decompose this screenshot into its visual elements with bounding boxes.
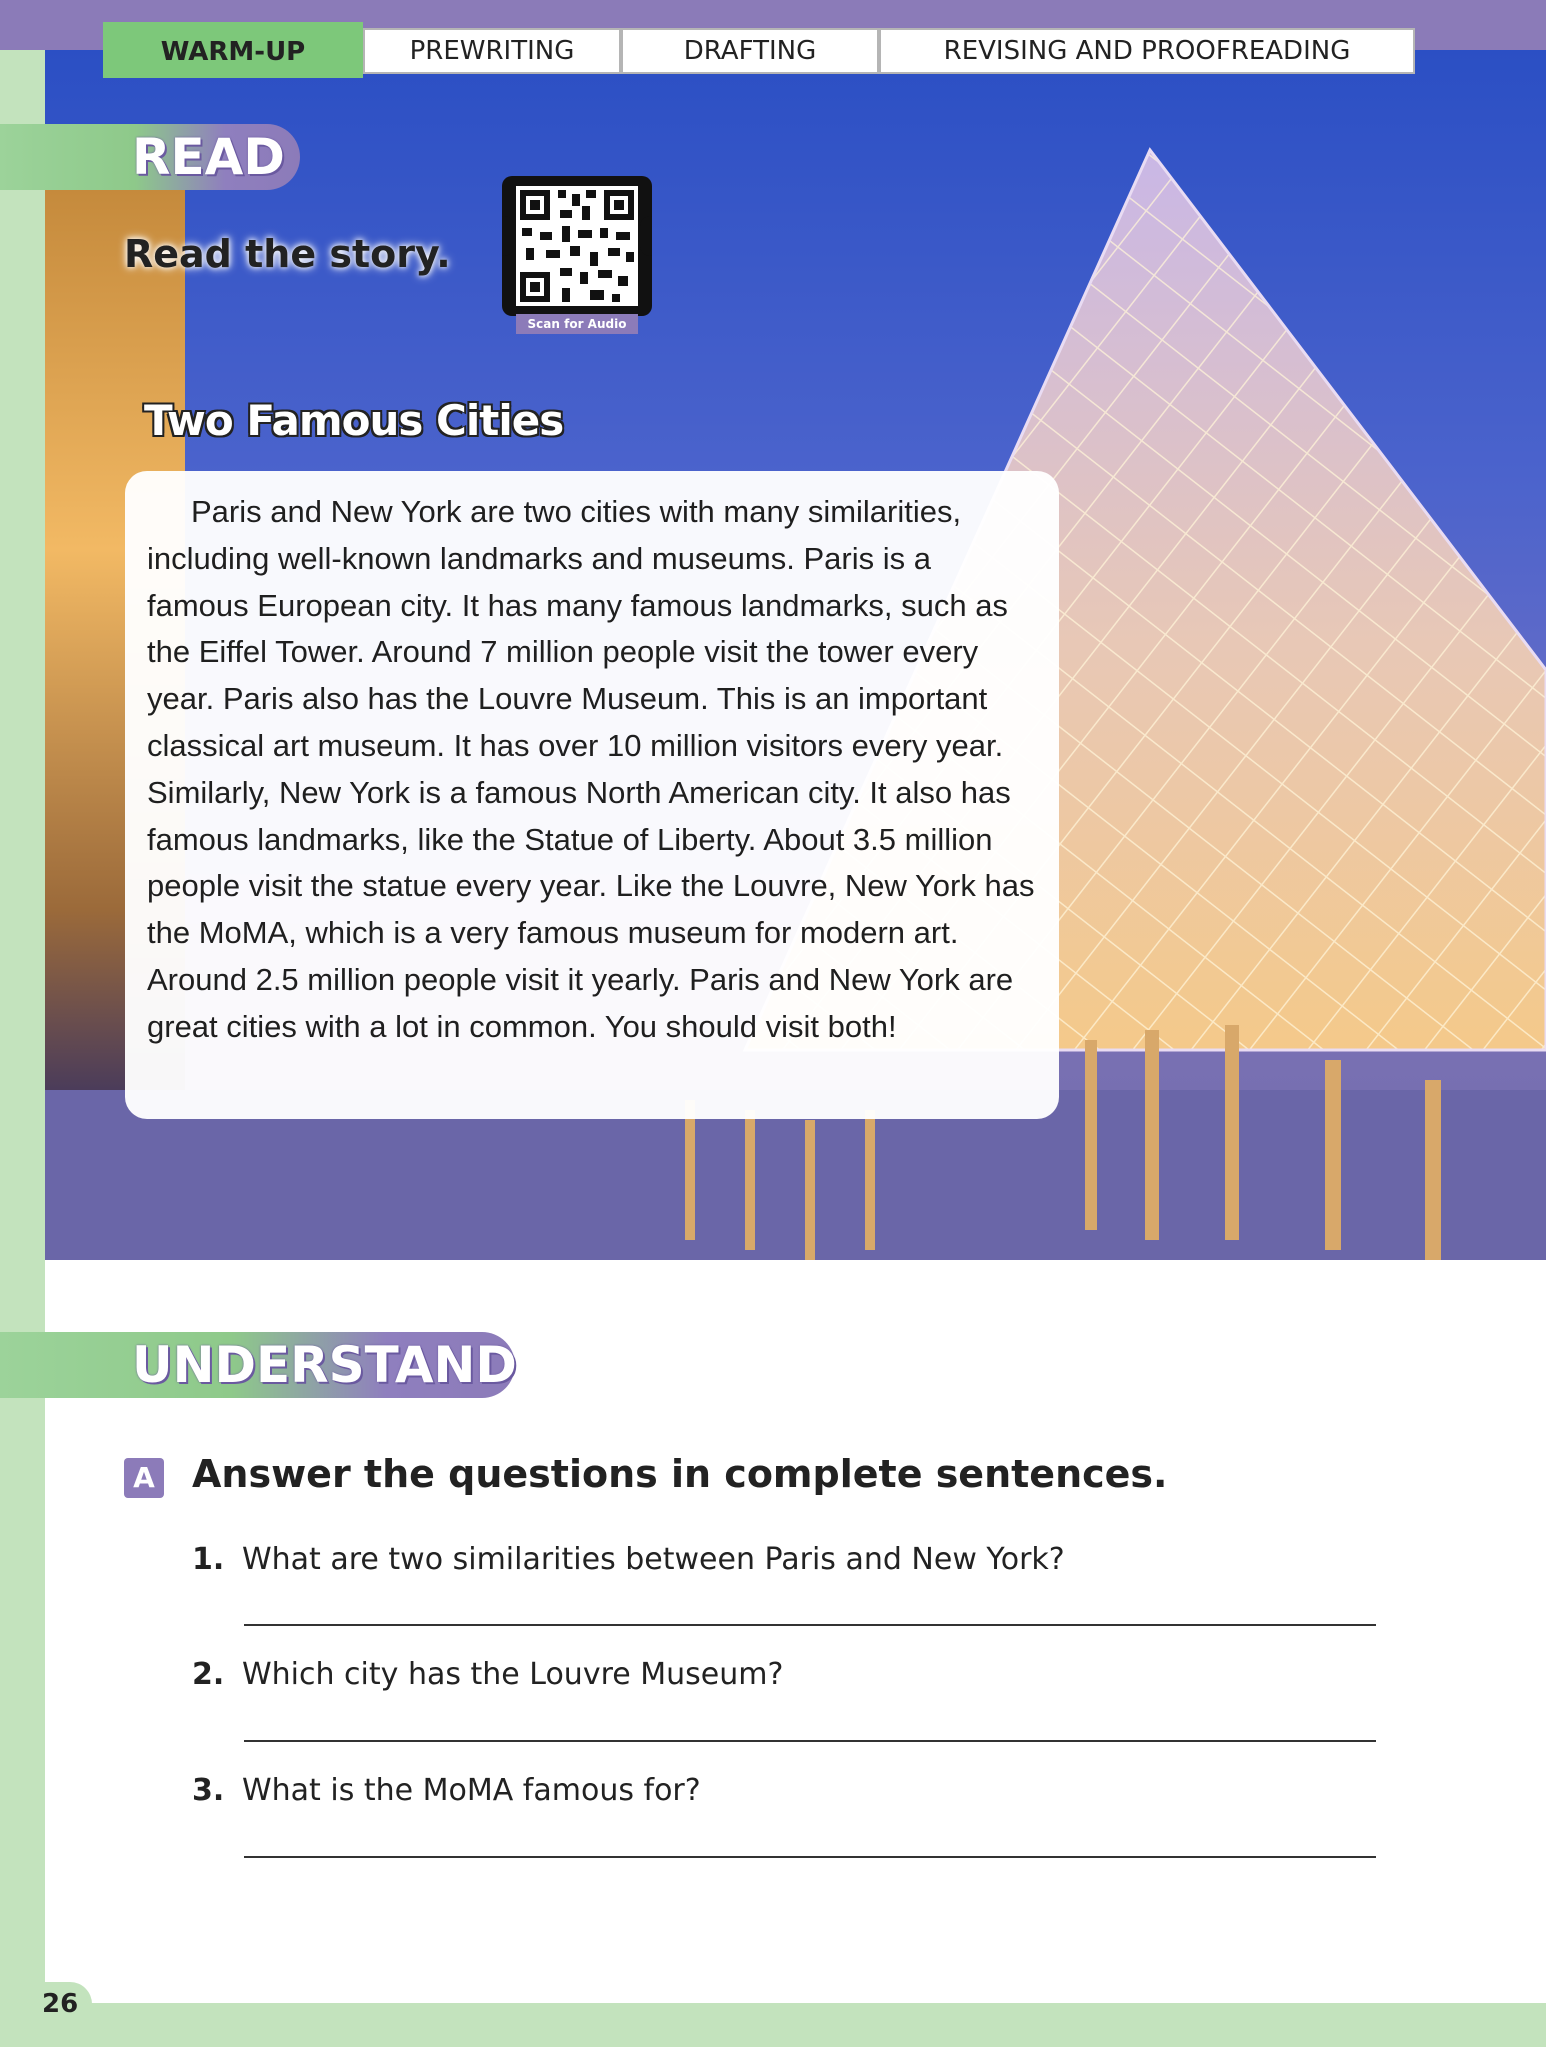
- left-margin-band: [0, 50, 45, 2047]
- question-number: 1.: [192, 1542, 225, 1577]
- activity-letter-badge: A: [124, 1458, 164, 1498]
- story-text: Paris and New York are two cities with many similarities, including well-known landmarks and museums. Paris is a famous European city. It has many famous landmarks, such as the Eiffel Tower. Around 7 million people visit the tower every year. Paris also has the Louvre Museum. This is an important classical art museum. It has over 10 million visitors every year. Similarly, New York is a famous North American city. It also has famous landmarks, like the Statue of Liberty. About 3.5 million people visit the statue every year. Like the Louvre, New York has the MoMA, which is a very famous museum for modern art. Around 2.5 million people visit it yearly. Paris and New York are great cities with a lot in common. You should visit both!: [147, 494, 1035, 1044]
- question-text: What is the MoMA famous for?: [242, 1773, 701, 1808]
- tab-revising-and-proofreading[interactable]: REVISING AND PROOFREADING: [879, 28, 1415, 74]
- qr-code-audio[interactable]: [502, 176, 652, 336]
- qr-icon: [502, 176, 652, 336]
- question-number: 3.: [192, 1773, 225, 1808]
- story-title: Two Famous Cities: [144, 396, 564, 445]
- question-text: Which city has the Louvre Museum?: [242, 1657, 784, 1692]
- tab-warm-up[interactable]: WARM-UP: [103, 22, 363, 78]
- question-text: What are two similarities between Paris and New York?: [242, 1542, 1065, 1577]
- answer-line-1[interactable]: [244, 1624, 1376, 1626]
- answer-line-3[interactable]: [244, 1856, 1376, 1858]
- stage-tabs: [103, 28, 1415, 74]
- tab-drafting[interactable]: DRAFTING: [621, 28, 879, 74]
- read-instruction: Read the story.: [124, 232, 451, 276]
- page-number: 26: [30, 1982, 92, 2026]
- tab-prewriting[interactable]: PREWRITING: [363, 28, 621, 74]
- qr-caption: Scan for Audio: [527, 317, 627, 331]
- read-heading: READ: [132, 128, 285, 186]
- activity-instruction: Answer the questions in complete sentences.: [192, 1452, 1168, 1496]
- story-box: [125, 471, 1059, 1119]
- understand-heading: UNDERSTAND: [132, 1336, 517, 1394]
- question-2: [192, 1657, 783, 1692]
- question-3: [192, 1773, 701, 1808]
- question-1: [192, 1542, 1065, 1577]
- question-number: 2.: [192, 1657, 225, 1692]
- bottom-band: [0, 2003, 1546, 2047]
- answer-line-2[interactable]: [244, 1740, 1376, 1742]
